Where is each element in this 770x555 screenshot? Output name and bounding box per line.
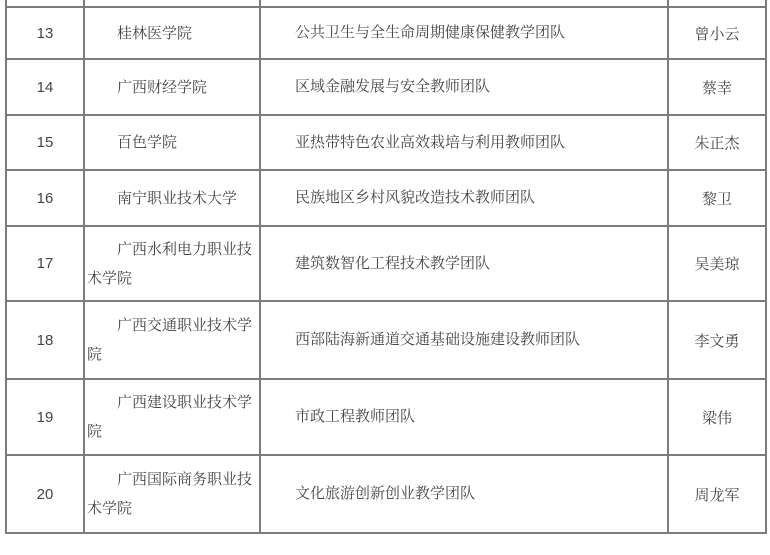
clipped-cell (668, 0, 766, 7)
institution-cell: 桂林医学院 (84, 7, 260, 59)
leader-name-cell: 李文勇 (668, 301, 766, 379)
row-number-cell: 13 (6, 7, 84, 59)
table-row (6, 455, 766, 533)
row-number-cell: 20 (6, 455, 84, 533)
clipped-cell (6, 0, 84, 7)
leader-name-cell: 曾小云 (668, 7, 766, 59)
team-name-cell: 建筑数智化工程技术教学团队 (260, 226, 668, 301)
institution-cell: 百色学院 (84, 115, 260, 170)
table-row (6, 170, 766, 226)
table-row (6, 59, 766, 115)
team-name-cell: 亚热带特色农业高效栽培与利用教师团队 (260, 115, 668, 170)
row-number-cell: 14 (6, 59, 84, 115)
table-row (6, 301, 766, 379)
institution-cell: 广西交通职业技术学院 (84, 301, 260, 379)
leader-name-cell: 朱正杰 (668, 115, 766, 170)
leader-name-cell: 蔡幸 (668, 59, 766, 115)
institution-cell: 南宁职业技术大学 (84, 170, 260, 226)
row-number-cell: 17 (6, 226, 84, 301)
row-number-cell: 18 (6, 301, 84, 379)
leader-name-cell: 梁伟 (668, 379, 766, 455)
team-name-cell: 市政工程教师团队 (260, 379, 668, 455)
row-number-cell: 16 (6, 170, 84, 226)
table-row (6, 7, 766, 59)
clipped-cell (84, 0, 260, 7)
institution-cell: 广西国际商务职业技术学院 (84, 455, 260, 533)
team-name-cell: 西部陆海新通道交通基础设施建设教师团队 (260, 301, 668, 379)
leader-name-cell: 周龙军 (668, 455, 766, 533)
team-name-cell: 民族地区乡村风貌改造技术教师团队 (260, 170, 668, 226)
team-name-cell: 区域金融发展与安全教师团队 (260, 59, 668, 115)
table-row (6, 115, 766, 170)
institution-cell: 广西财经学院 (84, 59, 260, 115)
team-name-cell: 公共卫生与全生命周期健康保健教学团队 (260, 7, 668, 59)
clipped-row (6, 0, 766, 7)
teaching-teams-table (5, 0, 767, 534)
clipped-cell (260, 0, 668, 7)
table-row (6, 379, 766, 455)
row-number-cell: 19 (6, 379, 84, 455)
team-name-cell: 文化旅游创新创业教学团队 (260, 455, 668, 533)
row-number-cell: 15 (6, 115, 84, 170)
leader-name-cell: 吴美琼 (668, 226, 766, 301)
leader-name-cell: 黎卫 (668, 170, 766, 226)
institution-cell: 广西水利电力职业技术学院 (84, 226, 260, 301)
institution-cell: 广西建设职业技术学院 (84, 379, 260, 455)
table-row (6, 226, 766, 301)
